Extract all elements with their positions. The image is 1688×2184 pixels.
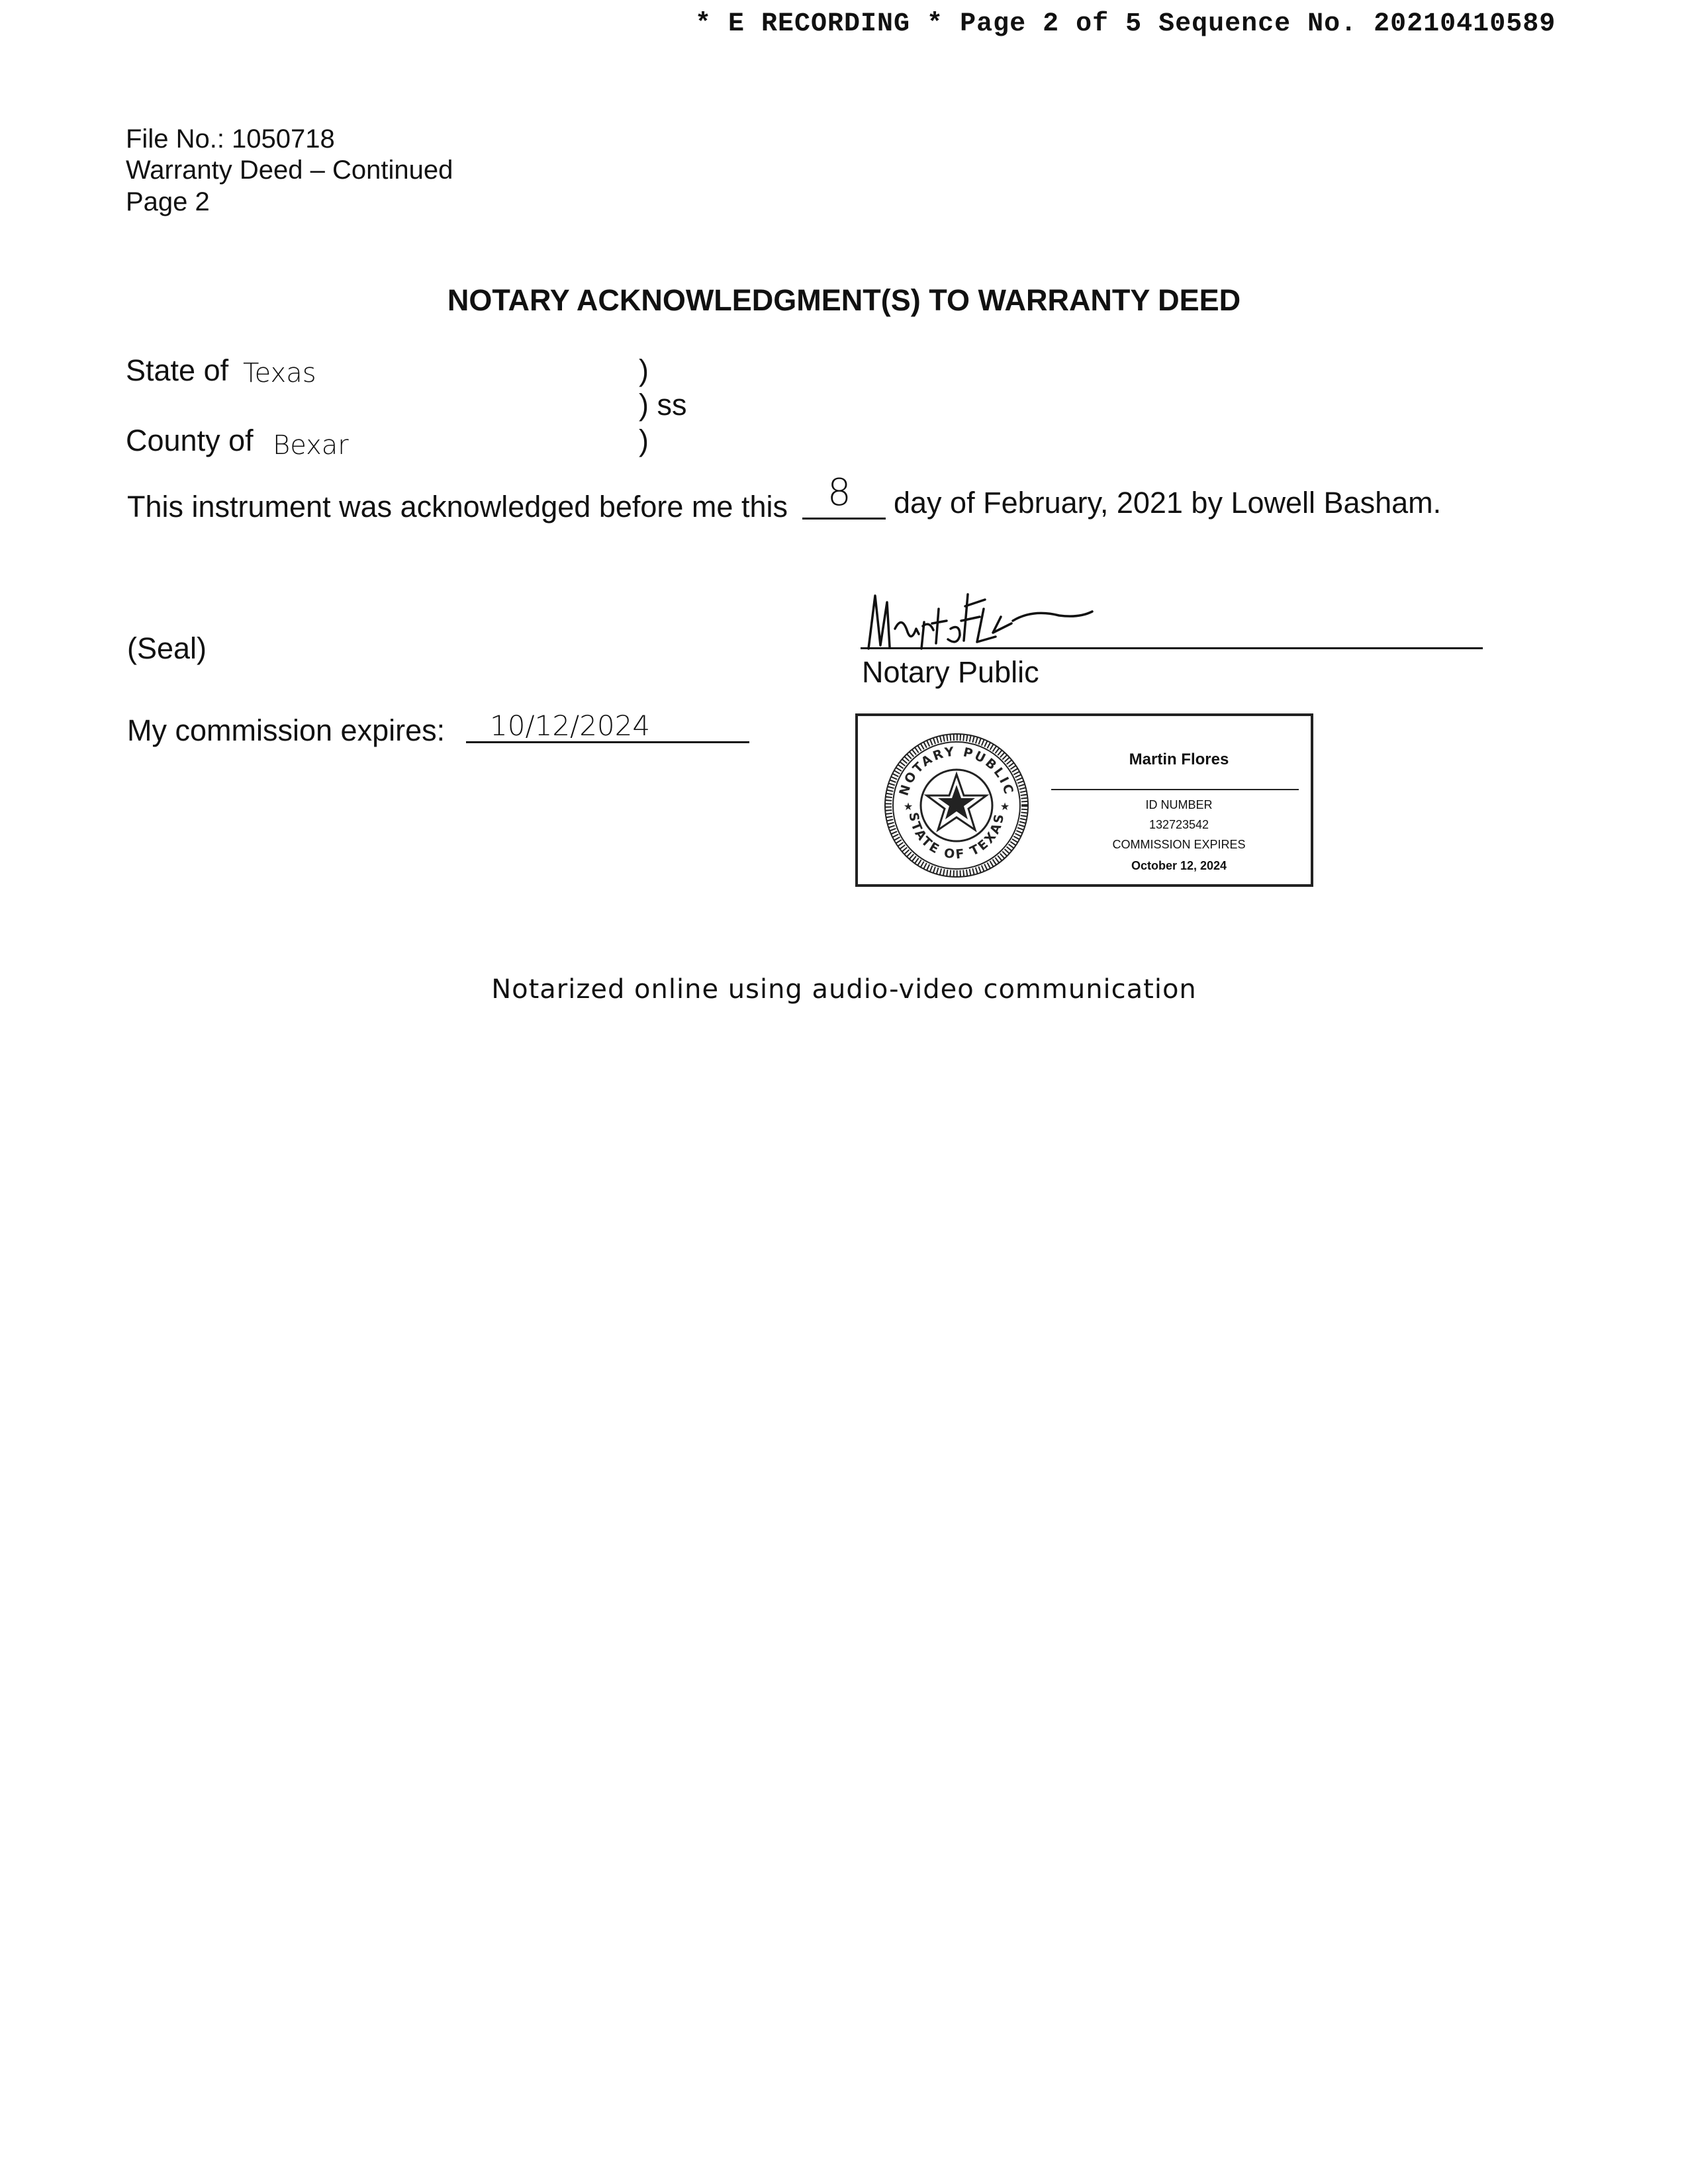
commission-expires-date: October 12, 2024 (1131, 859, 1227, 872)
online-notarization-note: Notarized online using audio-video communication (491, 974, 1197, 1005)
state-label: State of (126, 353, 229, 387)
notary-stamp (855, 713, 1313, 887)
commission-expires-label: COMMISSION EXPIRES (1112, 838, 1246, 851)
venue-paren-ss: ) ss (639, 388, 687, 422)
seal-label: (Seal) (127, 631, 207, 665)
document-title: Warranty Deed – Continued (126, 156, 453, 185)
signature-line (861, 647, 1483, 649)
commission-date: 10/12/2024 (490, 709, 651, 742)
notary-name: Martin Flores (1129, 751, 1229, 768)
id-number-label: ID NUMBER (1145, 798, 1213, 811)
file-number: File No.: 1050718 (126, 124, 335, 154)
page-title: NOTARY ACKNOWLEDGMENT(S) TO WARRANTY DEED (447, 283, 1241, 317)
commission-label: My commission expires: (127, 713, 445, 747)
svg-text:STATE OF TEXAS: STATE OF TEXAS (906, 811, 1008, 862)
acknowledgment-day: 8 (827, 471, 851, 514)
venue-paren-1: ) (639, 353, 649, 387)
acknowledgment-suffix: day of February, 2021 by Lowell Basham. (894, 486, 1442, 520)
notary-signature (861, 582, 1099, 655)
acknowledgment-prefix: This instrument was acknowledged before me this (127, 490, 788, 523)
county-label: County of (126, 424, 254, 457)
venue-paren-3: ) (639, 424, 649, 457)
day-blank-line (802, 518, 886, 520)
recording-header: * E RECORDING * Page 2 of 5 Sequence No. 20210410589 (695, 9, 1556, 39)
page-number: Page 2 (126, 187, 210, 216)
notary-public-label: Notary Public (862, 655, 1039, 689)
county-value: Bexar (273, 430, 349, 461)
state-value: Texas (243, 358, 316, 388)
commission-line (466, 741, 749, 743)
svg-text:★: ★ (903, 801, 914, 813)
notary-seal-icon (882, 731, 1031, 880)
svg-text:NOTARY PUBLIC: NOTARY PUBLIC (896, 744, 1017, 797)
id-number: 132723542 (1149, 818, 1209, 831)
stamp-divider (1051, 789, 1299, 790)
svg-text:★: ★ (1000, 801, 1010, 813)
